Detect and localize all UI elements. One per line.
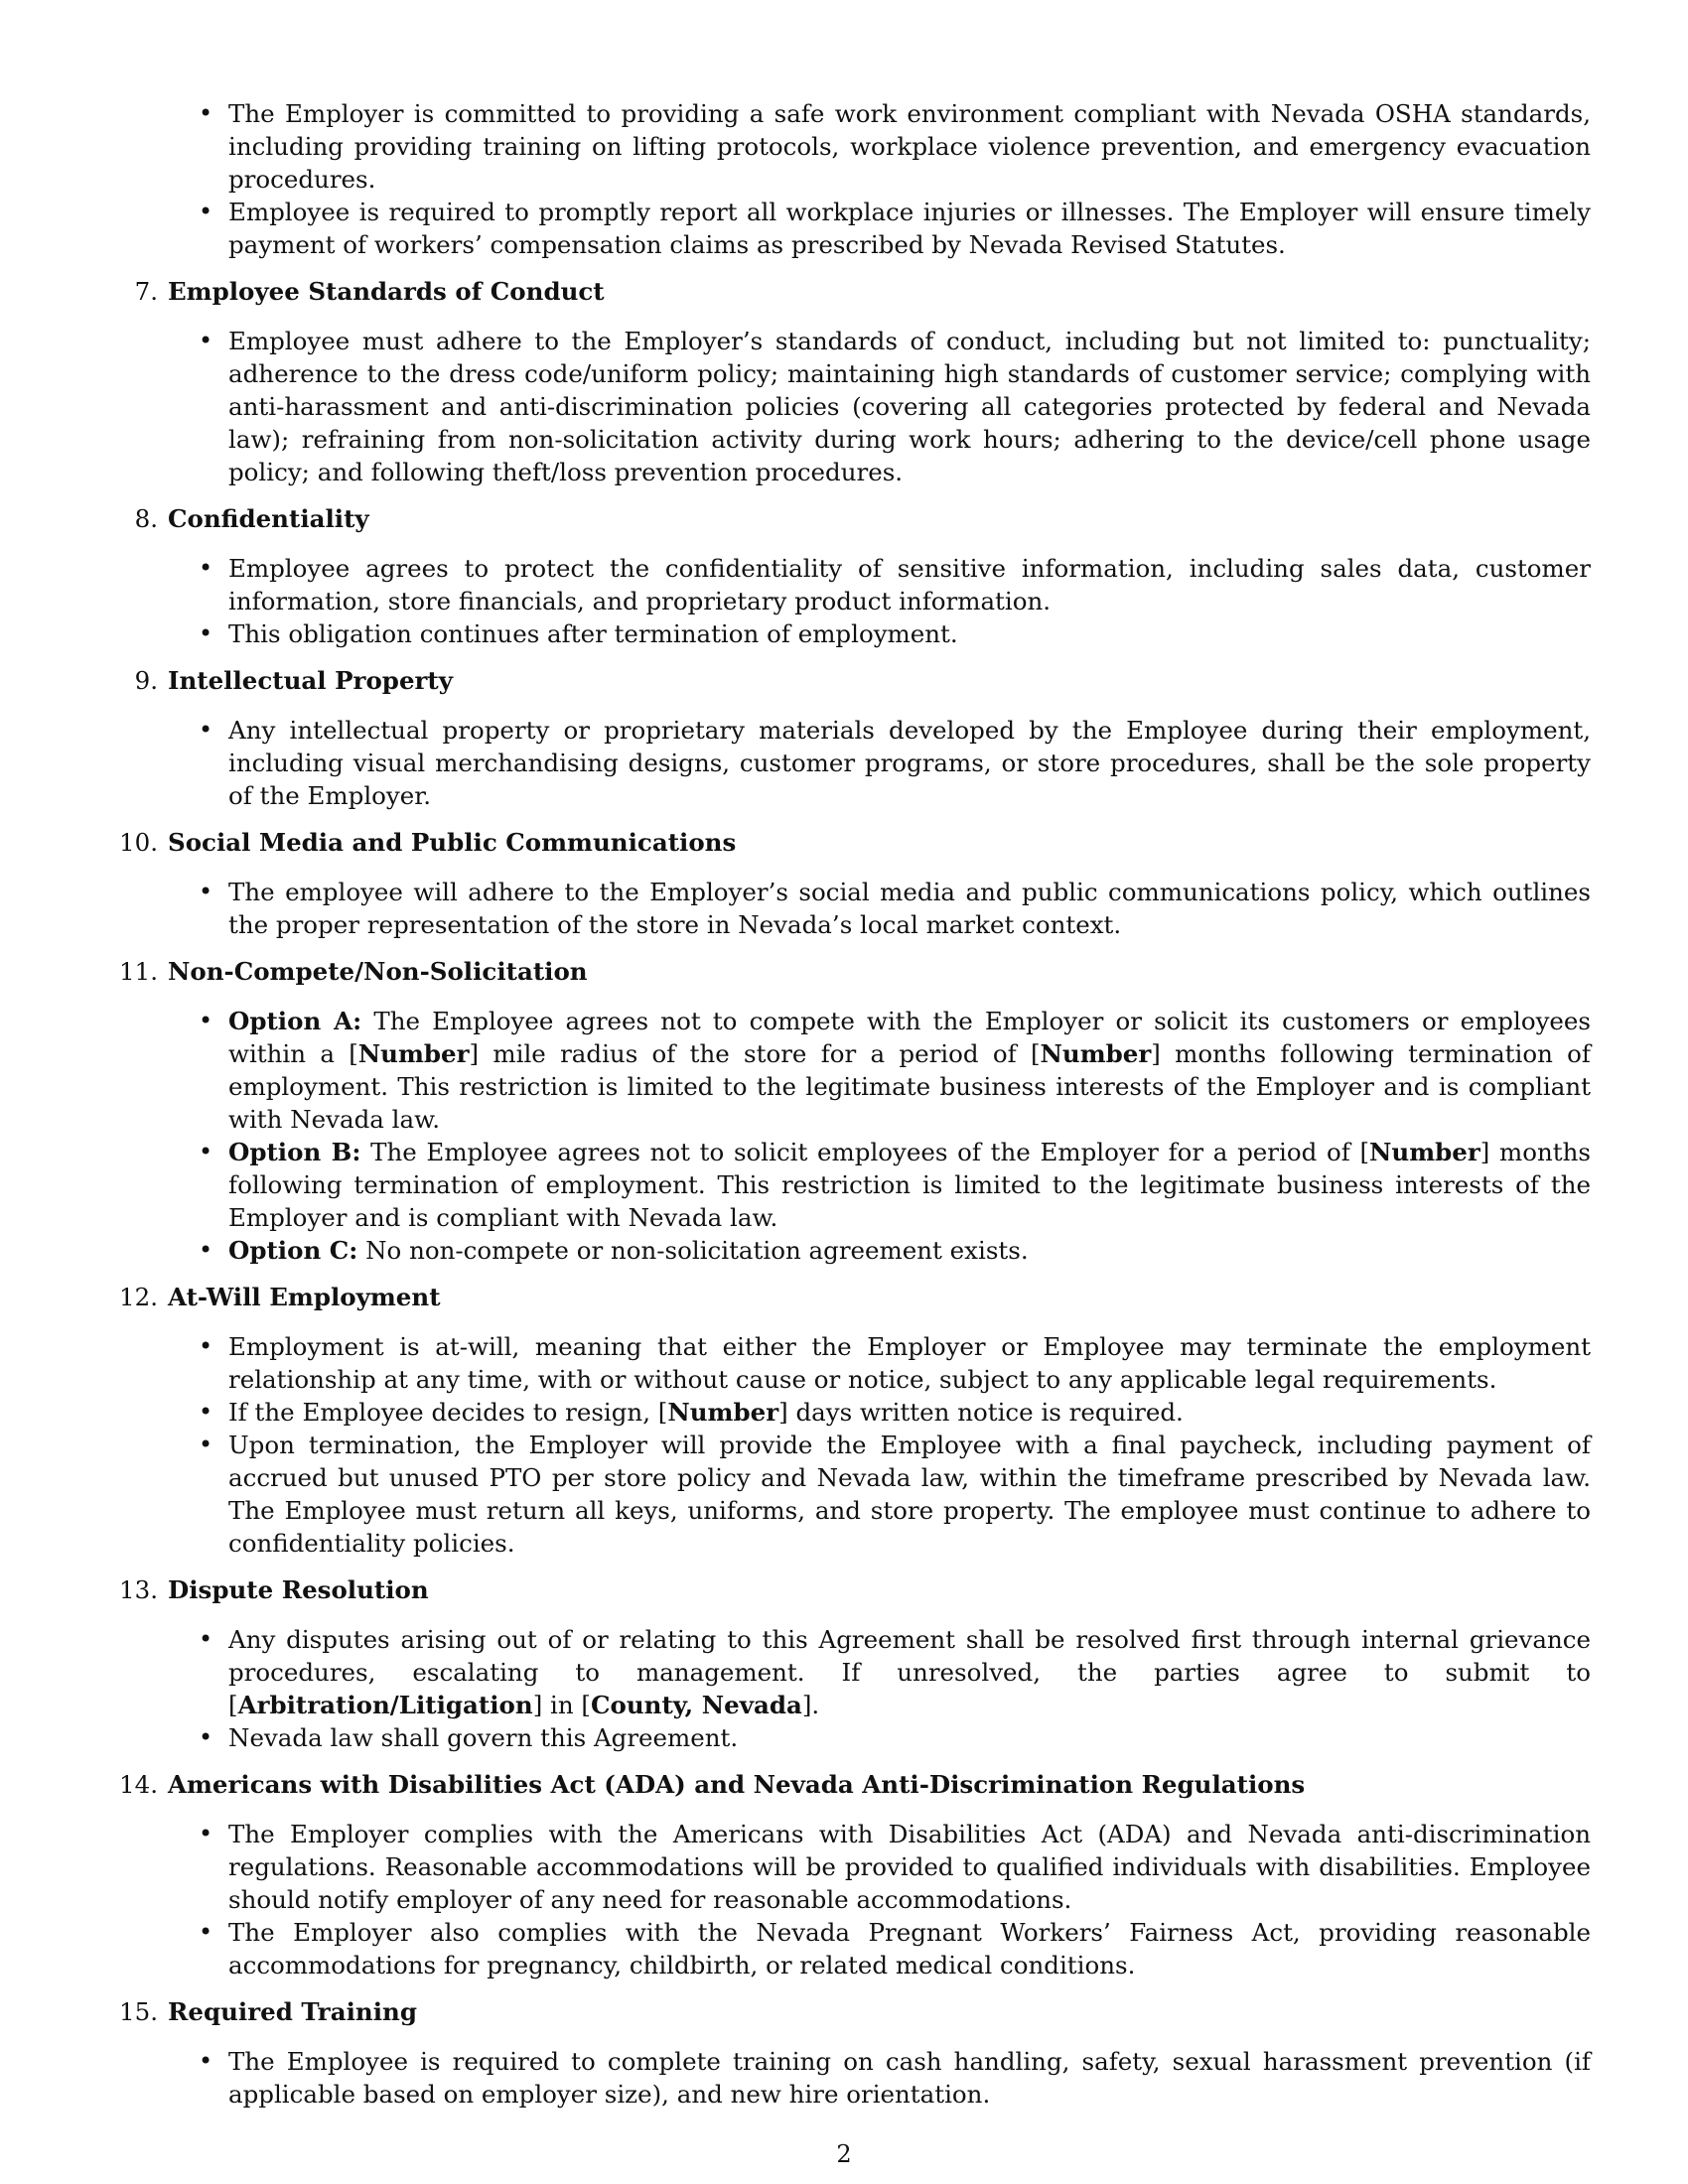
section-heading <box>119 1573 1688 1606</box>
section-number: 8. <box>134 504 158 533</box>
section-number: 15. <box>119 1997 158 2026</box>
list-item: • The employee will adhere to the Employer’s social media and public communications policy, which outlines the proper representation of the store in Nevada’s local market context. <box>228 876 1591 941</box>
section-intellectual-property <box>0 664 1688 812</box>
text-run: ] mile radius of the store for a period of [ <box>469 1039 1041 1068</box>
section-number: 13. <box>119 1575 158 1604</box>
option-b-item <box>228 1136 1591 1234</box>
bullet-list <box>0 876 1688 941</box>
text-run: ] in [ <box>532 1691 591 1719</box>
section-title: At-Will Employment <box>168 1283 441 1311</box>
list-item: • Employee is required to promptly report all workplace injuries or illnesses. The Employer will ensure timely payment of workers’ compensation claims as prescribed by Nevada Revised Statutes. <box>228 196 1591 261</box>
text-run: ] days written notice is required. <box>778 1398 1184 1427</box>
text-run: ] months following termination of employment. This restriction is limited to the legitimate business interests of the Employer and is compliant with Nevada law. <box>228 1138 1591 1232</box>
section-at-will-employment <box>0 1281 1688 1560</box>
section-heading <box>134 502 1688 535</box>
section-heading <box>119 1281 1688 1313</box>
section-number: 11. <box>119 957 158 986</box>
section-required-training <box>0 1995 1688 2111</box>
list-item: • The Employer also complies with the Nevada Pregnant Workers’ Fairness Act, providing reasonable accommodations for pregnancy, childbirth, or related medical conditions. <box>228 1916 1591 1981</box>
intro-bullet-list <box>0 97 1688 261</box>
section-dispute-resolution <box>0 1573 1688 1754</box>
section-social-media <box>0 826 1688 941</box>
text-run: The Employee agrees not to compete with the Employer or solicit its customers or employees within a [ <box>228 1007 1591 1068</box>
text-run: ]. <box>801 1691 820 1719</box>
section-heading <box>119 1995 1688 2028</box>
text-run: No non-compete or non-solicitation agreement exists. <box>357 1236 1029 1265</box>
option-label: Option B: <box>228 1138 361 1166</box>
section-heading <box>134 275 1688 308</box>
section-number: 9. <box>134 666 158 695</box>
section-title: Dispute Resolution <box>168 1575 429 1604</box>
section-number: 10. <box>119 828 158 857</box>
bullet-list <box>0 714 1688 812</box>
text-run: Any disputes arising out of or relating to this Agreement shall be resolved first through internal grievance procedures, escalating to management. If unresolved, the parties agree to submit to [ <box>228 1625 1591 1719</box>
placeholder-number: Number <box>1369 1138 1480 1166</box>
placeholder-number: Number <box>667 1398 779 1427</box>
list-item <box>228 1623 1591 1721</box>
section-number: 14. <box>119 1770 158 1799</box>
option-label: Option C: <box>228 1236 358 1265</box>
list-item: • The Employee is required to complete training on cash handling, safety, sexual harassment prevention (if applicable based on employer size), and new hire orientation. <box>228 2045 1591 2111</box>
section-number: 7. <box>134 277 158 306</box>
placeholder-dispute-method: Arbitration/Litigation <box>237 1691 533 1719</box>
section-heading <box>119 826 1688 859</box>
text-run: If the Employee decides to resign, [ <box>228 1398 668 1427</box>
option-label: Option A: <box>228 1007 362 1035</box>
section-heading <box>134 664 1688 697</box>
text-run: ] months following termination of employment. This restriction is limited to the legitimate business interests of the Employer and is compliant with Nevada law. <box>228 1039 1591 1134</box>
option-a-item <box>228 1005 1591 1136</box>
section-title: Intellectual Property <box>168 666 453 695</box>
list-item: • The Employer is committed to providing a safe work environment compliant with Nevada OSHA standards, including providing training on lifting protocols, workplace violence prevention, and emergency evacuation procedures. <box>228 97 1591 196</box>
placeholder-number: Number <box>1040 1039 1152 1068</box>
page-number: 2 <box>836 2140 852 2168</box>
bullet-list <box>0 1623 1688 1754</box>
bullet-list <box>0 1330 1688 1560</box>
section-confidentiality <box>0 502 1688 650</box>
list-item: • The Employer complies with the Americans with Disabilities Act (ADA) and Nevada anti-discrimination regulations. Reasonable accommodations will be provided to qualified individuals with disabilities. Employee should notify employer of any need for reasonable accommodations. <box>228 1818 1591 1916</box>
section-title: Employee Standards of Conduct <box>168 277 605 306</box>
section-title: Americans with Disabilities Act (ADA) and Nevada Anti-Discrimination Regulations <box>168 1770 1306 1799</box>
list-item: • Upon termination, the Employer will provide the Employee with a final paycheck, including payment of accrued but unused PTO per store policy and Nevada law, within the timeframe prescribed by Nevada law. The Employee must return all keys, uniforms, and store property. The employee must continue to adhere to confidentiality policies. <box>228 1429 1591 1560</box>
placeholder-county: County, Nevada <box>591 1691 802 1719</box>
list-item: • Employee agrees to protect the confidentiality of sensitive information, including sales data, customer information, store financials, and proprietary product information. <box>228 552 1591 617</box>
list-item <box>228 1396 1591 1429</box>
section-heading <box>119 955 1688 988</box>
section-non-compete <box>0 955 1688 1267</box>
bullet-list <box>0 552 1688 650</box>
option-c-item <box>228 1234 1591 1267</box>
section-title: Confidentiality <box>168 504 369 533</box>
bullet-list <box>0 1005 1688 1267</box>
section-ada <box>0 1768 1688 1981</box>
list-item: • Any intellectual property or proprietary materials developed by the Employee during their employment, including visual merchandising designs, customer programs, or store procedures, shall be the sole property of the Employer. <box>228 714 1591 812</box>
section-title: Required Training <box>168 1997 417 2026</box>
section-number: 12. <box>119 1283 158 1311</box>
section-title: Social Media and Public Communications <box>168 828 737 857</box>
section-title: Non-Compete/Non-Solicitation <box>168 957 588 986</box>
list-item: • Nevada law shall govern this Agreement. <box>228 1721 1591 1754</box>
document-body <box>0 97 1688 2111</box>
bullet-list <box>0 1818 1688 1981</box>
list-item: • Employment is at-will, meaning that either the Employer or Employee may terminate the employment relationship at any time, with or without cause or notice, subject to any applicable legal requirements. <box>228 1330 1591 1396</box>
bullet-list <box>0 2045 1688 2111</box>
section-employee-standards-of-conduct <box>0 275 1688 488</box>
bullet-list <box>0 325 1688 488</box>
placeholder-number: Number <box>357 1039 470 1068</box>
list-item: • This obligation continues after termination of employment. <box>228 617 1591 650</box>
text-run: The Employee agrees not to solicit employees of the Employer for a period of [ <box>360 1138 1370 1166</box>
list-item: • Employee must adhere to the Employer’s standards of conduct, including but not limited to: punctuality; adherence to the dress code/uniform policy; maintaining high standards of customer service; complying with anti-harassment and anti-discrimination policies (covering all categories protected by federal and Nevada law); refraining from non-solicitation activity during work hours; adhering to the device/cell phone usage policy; and following theft/loss prevention procedures. <box>228 325 1591 488</box>
section-heading <box>119 1768 1688 1801</box>
